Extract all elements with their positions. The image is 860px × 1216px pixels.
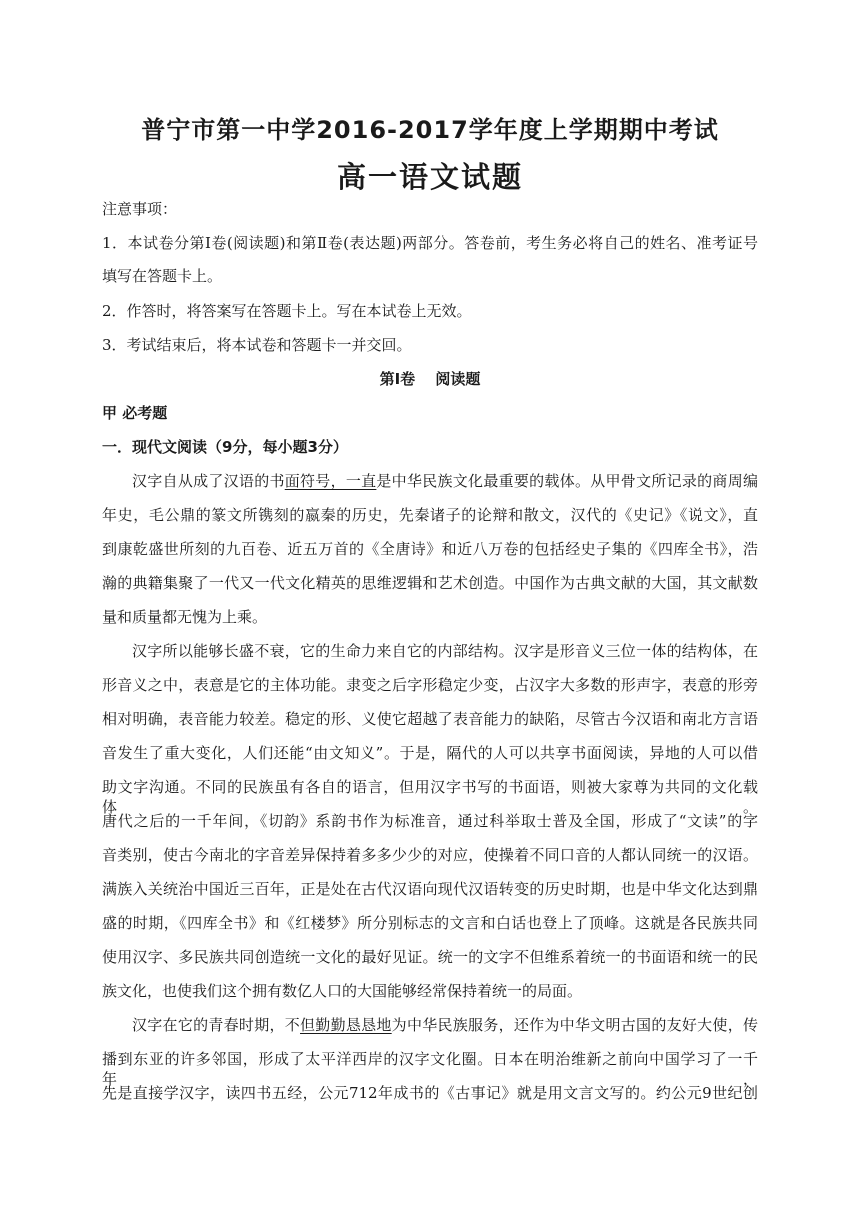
paragraph-1-line-5: 量和质量都无愧为上乘。 bbox=[102, 608, 268, 626]
notice-item-2: 2．作答时，将答案写在答题卡上。写在本试卷上无效。 bbox=[102, 302, 472, 320]
paragraph-2-line-2: 形音义之中，表意是它的主体功能。隶变之后字形稳定少变，占汉字大多数的形声字，表意的形旁 bbox=[102, 676, 758, 694]
paragraph-3-line-2: 播到东亚的许多邻国，形成了太平洋西岸的汉字文化圈。日本在明治维新之前向中国学习了一千年， bbox=[102, 1050, 758, 1088]
paragraph-1-line-4: 瀚的典籍集聚了一代又一代文化精英的思维逻辑和艺术创造。中国作为古典文献的大国，其文献数 bbox=[102, 574, 758, 592]
paragraph-1-line-1: 汉字自从成了汉语的书面符号，一直是中华民族文化最重要的载体。从甲骨文所记录的商周编 bbox=[132, 472, 758, 490]
paragraph-2-line-3: 相对明确，表音能力较差。稳定的形、义使它超越了表音能力的缺陷，尽管古今汉语和南北方言语 bbox=[102, 710, 758, 728]
paragraph-2-line-7: 音类别，使古今南北的字音差异保持着多多少少的对应，使操着不同口音的人都认同统一的汉语。 bbox=[102, 846, 758, 864]
notice-item-1: 1．本试卷分第Ⅰ卷(阅读题)和第Ⅱ卷(表达题)两部分。答卷前，考生务必将自己的姓名、准考证号 bbox=[102, 234, 758, 252]
notice-heading: 注意事项： bbox=[102, 200, 178, 218]
paragraph-2-line-11: 族文化，也使我们这个拥有数亿人口的大国能够经常保持着统一的局面。 bbox=[102, 982, 583, 1000]
paragraph-2-line-10: 使用汉字、多民族共同创造统一文化的最好见证。统一的文字不但维系着统一的书面语和统一的民 bbox=[102, 948, 758, 966]
paragraph-2-line-8: 满族入关统治中国近三百年，正是处在古代汉语向现代汉语转变的历史时期，也是中华文化达到鼎 bbox=[102, 880, 758, 898]
paragraph-2-line-4: 音发生了重大变化，人们还能“由文知义”。于是，隔代的人可以共享书面阅读，异地的人可以借 bbox=[102, 744, 758, 762]
paragraph-1-line-2: 年史，毛公鼎的篆文所镌刻的嬴秦的历史，先秦诸子的论辩和散文，汉代的《史记》《说文》，直 bbox=[102, 506, 758, 524]
part-heading: 甲 必考题 bbox=[102, 404, 168, 422]
notice-item-1-cont: 填写在答题卡上。 bbox=[102, 267, 223, 285]
question-heading: 一．现代文阅读（9分，每小题3分） bbox=[102, 438, 348, 456]
paragraph-1-line-3: 到康乾盛世所刻的九百卷、近五万首的《全唐诗》和近八万卷的包括经史子集的《四库全书》，浩 bbox=[102, 540, 758, 558]
paragraph-2-line-1: 汉字所以能够长盛不衰，它的生命力来自它的内部结构。汉字是形音义三位一体的结构体，在 bbox=[132, 642, 758, 660]
notice-item-3: 3．考试结束后，将本试卷和答题卡一并交回。 bbox=[102, 336, 412, 354]
paragraph-3-line-3: 先是直接学汉字，读四书五经，公元712年成书的《古事记》就是用文言文写的。约公元9世纪创 bbox=[102, 1084, 758, 1102]
paragraph-3-line-1: 汉字在它的青春时期，不但勤勤恳恳地为中华民族服务，还作为中华文明古国的友好大使，传 bbox=[132, 1016, 758, 1034]
paragraph-2-line-6: 唐代之后的一千年间，《切韵》系韵书作为标准音，通过科举取士普及全国，形成了“文读”的字 bbox=[102, 812, 758, 830]
underlined-phrase: 面符号，一直 bbox=[284, 472, 377, 490]
paragraph-2-line-5: 助文字沟通。不同的民族虽有各自的语言，但用汉字书写的书面语，则被大家尊为共同的文化载体。 bbox=[102, 778, 758, 816]
underlined-phrase: 但勤勤恳恳地 bbox=[300, 1016, 392, 1034]
paragraph-2-line-9: 盛的时期，《四库全书》和《红楼梦》所分别标志的文言和白话也登上了顶峰。这就是各民族共同 bbox=[102, 914, 758, 932]
exam-subtitle: 高一语文试题 bbox=[336, 160, 523, 194]
exam-title: 普宁市第一中学2016-2017学年度上学期期中考试 bbox=[141, 116, 719, 144]
volume-heading: 第Ⅰ卷 阅读题 bbox=[379, 370, 481, 388]
